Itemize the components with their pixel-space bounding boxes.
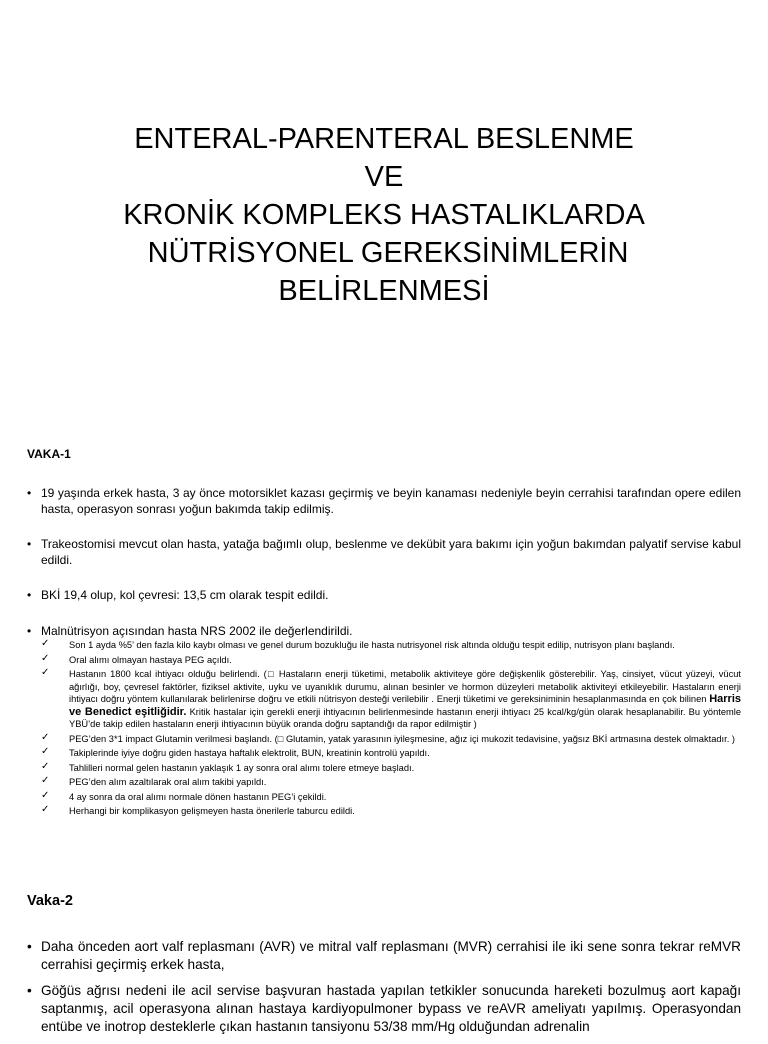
page-title [0, 120, 768, 310]
checklist-item [41, 639, 741, 652]
case1-heading: VAKA-1 [27, 447, 71, 461]
list-item: • Göğüs ağrısı nedeni ile acil servise başvuran hastada yapılan tetkikler sonucunda hareketi bozulmuş aort kapağı saptanmış, acil operasyona alınan hastaya kardiyopulmoner bypass ve reAVR ameliyatı yapılmış. Operasyondan entübe ve inotrop desteklerle çıkan hastanın tansiyonu 53/38 mm/Hg olduğundan adrenalin [27, 982, 741, 1036]
checkmark-icon: ✓ [41, 652, 50, 664]
checklist-item [41, 733, 741, 746]
title-line: ENTERAL-PARENTERAL BESLENME [134, 123, 634, 155]
list-item: • 19 yaşında erkek hasta, 3 ay önce motorsiklet kazası geçirmiş ve beyin kanaması nedeniyle beyin cerrahisi tarafından opere edilen hasta, operasyon sonrası yoğun bakımda takip edilmiş. [27, 486, 741, 517]
checklist-item [41, 776, 741, 789]
checkmark-icon: ✓ [41, 760, 50, 772]
case2-section [27, 938, 741, 1044]
checklist-item [41, 654, 741, 667]
checklist-text: PEG’den alım azaltılarak oral alım takibi yapıldı. [69, 777, 267, 787]
list-item: • Trakeostomisi mevcut olan hasta, yatağa bağımlı olup, beslenme ve dekübit yara bakımı için yoğun bakımdan palyatif servise kabul edildi. [27, 537, 741, 568]
checklist-item [41, 791, 741, 804]
checkmark-icon: ✓ [41, 804, 50, 815]
checklist-text: Son 1 ayda %5’ den fazla kilo kaybı olması ve genel durum bozukluğu ile hasta nutrisyonel risk altında olduğu tespit edilip, nutrisyon planı başlandı. [69, 640, 675, 650]
checklist-text: Takiplerinde iyiye doğru giden hastaya haftalık elektrolit, BUN, kreatinin kontrolü yapıldı. [69, 748, 430, 758]
checklist-emphasis: Harris ve Benedict eşitliğidir. [69, 693, 741, 718]
checklist-text: Tahlilleri normal gelen hastanın yaklaşık 1 ay sonra oral alımı tolere etmeye başladı. [69, 762, 415, 773]
title-line: KRONİK KOMPLEKS HASTALIKLARDA [123, 199, 645, 231]
checklist-text: PEG’den 3*1 impact Glutamin verilmesi başlandı. (□ Glutamin, yatak yarasının iyileşmesine, ağız içi mukozit tedavisine, yağsız BKİ artmasına destek olmaktadır. ) [69, 733, 735, 744]
checklist-text: Oral alımı olmayan hastaya PEG açıldı. [69, 654, 232, 665]
title-line: BELİRLENMESİ [278, 275, 490, 307]
checkmark-icon: ✓ [41, 789, 50, 801]
checklist-text: Herhangi bir komplikasyon gelişmeyen hasta önerilerle taburcu edildi. [69, 806, 355, 816]
checkmark-icon: ✓ [41, 775, 50, 786]
list-item: • BKİ 19,4 olup, kol çevresi: 13,5 cm olarak tespit edildi. [27, 588, 741, 604]
checklist-item [41, 762, 741, 775]
checklist [41, 639, 741, 857]
checklist-item [41, 747, 741, 760]
checklist-text: Hastanın 1800 kcal ihtiyacı olduğu belirlendi. (□ Hastaların enerji tüketimi, metabolik aktiviteye göre değişkenlik gösterebilir. Yaş, cinsiyet, vücut yüzeyi, vücut ağırlığı, boy, çevresel faktörler, fiziksel aktivite, uyku ve uyanıklık durumu, alınan besinler ve hormon düzeyleri metabolik aktiviteyi etkileyebilir. Hastaların enerji ihtiyacı doğru yöntem kullanılarak belirlenirse doğru ve etkili nütrisyon desteği verilebilir . Enerji tüketimi ve gereksiniminin hesaplanmasında en çok bilinen [69, 669, 741, 704]
case2-heading: Vaka-2 [27, 893, 73, 909]
checkmark-icon: ✓ [41, 731, 50, 743]
list-item: • Malnütrisyon açısından hasta NRS 2002 ile değerlendirildi. [27, 624, 741, 640]
checkmark-icon: ✓ [41, 639, 50, 649]
checklist-text: 4 ay sonra da oral alımı normale dönen hastanın PEG’i çekildi. [69, 791, 327, 802]
checklist-item [41, 805, 741, 818]
list-item: • Daha önceden aort valf replasmanı (AVR) ve mitral valf replasmanı (MVR) cerrahisi ile iki sene sonra tekrar reMVR cerrahisi geçirmiş erkek hasta, [27, 938, 741, 974]
case1-section [27, 486, 741, 857]
title-line: VE [364, 161, 404, 193]
checklist-text: Kritik hastalar için gerekli enerji ihtiyacının belirlenmesinde hastanın enerji ihtiyacı 25 kcal/kg/gün olarak hesaplanabilir. Bu yöntemle YBÜ’de takip edilen hastaların enerji ihtiyacının büyük oranda doğru saptandığı da rapor edilmiştir ) [69, 706, 741, 729]
title-line: NÜTRİSYONEL GEREKSİNİMLERİN [139, 237, 629, 269]
checklist-item [41, 668, 741, 731]
checkmark-icon: ✓ [41, 746, 50, 757]
checkmark-icon: ✓ [41, 667, 50, 678]
